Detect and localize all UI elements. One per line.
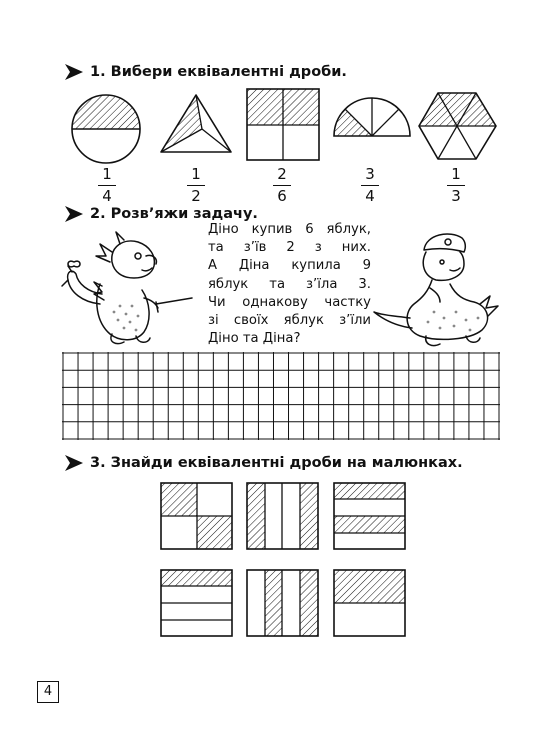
- square-halves: [334, 570, 405, 636]
- semicircle-shape: [334, 98, 410, 136]
- square-horizontal-strips: [334, 483, 405, 549]
- fraction-denominator: 4: [102, 187, 112, 205]
- fraction-1: [95, 166, 119, 205]
- task1-title: 1. Вибери еквівалентні дроби.: [90, 64, 347, 80]
- square-horizontal-strips: [161, 570, 232, 636]
- problem-line: зі своїх яблук з’їли: [208, 313, 371, 329]
- fraction-numerator: 1: [191, 165, 201, 183]
- problem-line: та з’їв 2 з них.: [208, 240, 371, 256]
- arrow-icon: [64, 454, 84, 472]
- fraction-3: [270, 166, 294, 205]
- task3-squares: [0, 478, 553, 650]
- square-quarters: [161, 483, 232, 549]
- page-number: 4: [37, 681, 59, 703]
- fraction-numerator: 1: [451, 165, 461, 183]
- fraction-numerator: 2: [277, 165, 287, 183]
- square-vertical-strips: [247, 483, 318, 549]
- arrow-icon: [64, 205, 84, 223]
- fraction-5: [444, 166, 468, 205]
- problem-line: Діно купив 6 яблук,: [208, 222, 371, 237]
- task2-title: 2. Розв’яжи задачу.: [90, 206, 258, 222]
- task2-problem-text: [208, 221, 371, 348]
- dragon-with-sword-icon: [60, 222, 200, 350]
- fraction-denominator: 6: [277, 187, 287, 205]
- square-shape: [247, 89, 319, 160]
- fraction-numerator: 3: [365, 165, 375, 183]
- dragon-with-hat-icon: [370, 226, 510, 350]
- arrow-icon: [64, 63, 84, 81]
- problem-line: Чи однакову частку: [208, 294, 371, 310]
- problem-line: Діно та Діна?: [208, 331, 301, 347]
- fraction-numerator: 1: [102, 165, 112, 183]
- triangle-shape: [161, 95, 231, 152]
- fraction-denominator: 3: [451, 187, 461, 205]
- hexagon-shape: [419, 93, 496, 159]
- circle-shape: [72, 95, 140, 163]
- square-vertical-strips: [247, 570, 318, 636]
- task3-title: 3. Знайди еквівалентні дроби на малюнках.: [90, 455, 463, 471]
- fraction-2: [184, 166, 208, 205]
- task1-shapes: [0, 84, 553, 164]
- fraction-denominator: 2: [191, 187, 201, 205]
- fraction-denominator: 4: [365, 187, 375, 205]
- problem-line: А Діна купила 9: [208, 258, 371, 274]
- fraction-4: [358, 166, 382, 205]
- answer-grid[interactable]: [62, 352, 500, 440]
- problem-line: яблук та з’їла 3.: [208, 276, 371, 292]
